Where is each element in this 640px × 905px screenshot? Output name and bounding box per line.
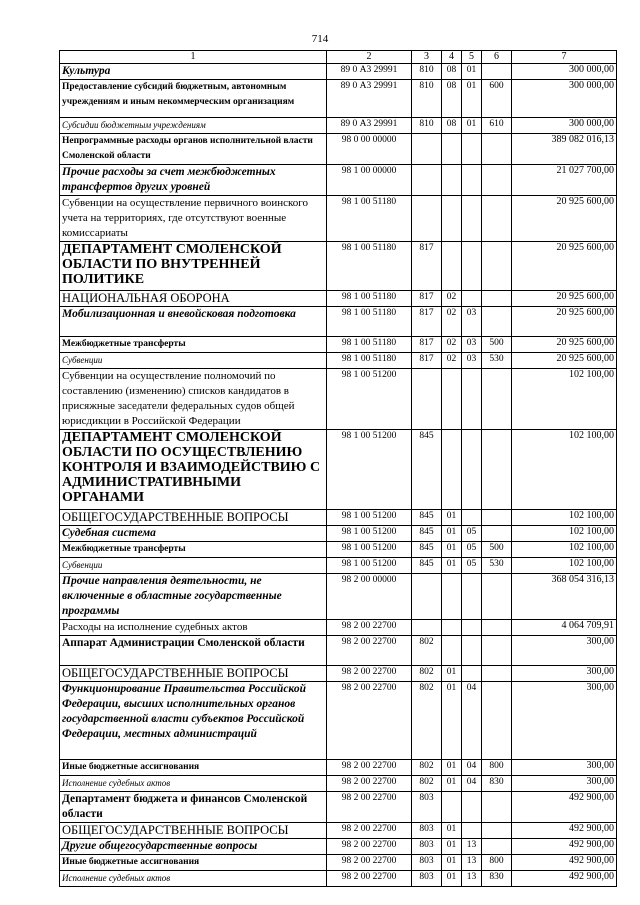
row-subsection: 13 xyxy=(462,871,482,887)
row-amount: 20 925 600,00 xyxy=(512,353,617,369)
row-department-code xyxy=(412,574,442,620)
row-name: Непрограммные расходы органов исполнительной власти Смоленской области xyxy=(60,134,327,165)
row-subsection: 04 xyxy=(462,682,482,760)
row-target-article: 98 1 00 51180 xyxy=(327,353,412,369)
header-col-4: 4 xyxy=(442,51,462,64)
row-name: Прочие направления деятельности, не включенные в областные государственные программы xyxy=(60,574,327,620)
row-department-code: 817 xyxy=(412,353,442,369)
row-amount: 300,00 xyxy=(512,760,617,776)
row-subsection: 03 xyxy=(462,337,482,353)
row-expense-type: 500 xyxy=(482,542,512,558)
row-expense-type: 610 xyxy=(482,118,512,134)
header-col-6: 6 xyxy=(482,51,512,64)
row-department-code: 802 xyxy=(412,776,442,792)
row-subsection: 05 xyxy=(462,558,482,574)
table-row xyxy=(60,242,617,291)
row-section: 01 xyxy=(442,855,462,871)
row-section: 02 xyxy=(442,291,462,307)
row-department-code: 803 xyxy=(412,823,442,839)
row-subsection xyxy=(462,134,482,165)
row-amount: 102 100,00 xyxy=(512,542,617,558)
table-row xyxy=(60,776,617,792)
row-amount: 20 925 600,00 xyxy=(512,307,617,337)
table-row xyxy=(60,839,617,855)
row-department-code: 845 xyxy=(412,526,442,542)
row-subsection xyxy=(462,792,482,823)
row-subsection: 05 xyxy=(462,526,482,542)
row-target-article: 98 1 00 51200 xyxy=(327,510,412,526)
row-subsection: 13 xyxy=(462,855,482,871)
row-subsection xyxy=(462,242,482,291)
row-amount: 492 900,00 xyxy=(512,839,617,855)
row-section: 01 xyxy=(442,558,462,574)
row-name: Судебная система xyxy=(60,526,327,542)
row-expense-type xyxy=(482,839,512,855)
row-department-code: 817 xyxy=(412,307,442,337)
row-expense-type: 600 xyxy=(482,80,512,118)
row-section: 01 xyxy=(442,666,462,682)
row-amount: 20 925 600,00 xyxy=(512,196,617,242)
table-row xyxy=(60,526,617,542)
row-department-code: 817 xyxy=(412,291,442,307)
row-name: Департамент бюджета и финансов Смоленской области xyxy=(60,792,327,823)
row-expense-type xyxy=(482,369,512,430)
row-section: 01 xyxy=(442,871,462,887)
table-row xyxy=(60,307,617,337)
table-row xyxy=(60,823,617,839)
row-name: Иные бюджетные ассигнования xyxy=(60,855,327,871)
row-section xyxy=(442,620,462,636)
row-section: 02 xyxy=(442,307,462,337)
row-section: 01 xyxy=(442,542,462,558)
row-subsection: 01 xyxy=(462,118,482,134)
row-subsection xyxy=(462,823,482,839)
row-department-code: 810 xyxy=(412,118,442,134)
row-subsection: 04 xyxy=(462,776,482,792)
row-amount: 389 082 016,13 xyxy=(512,134,617,165)
row-section xyxy=(442,165,462,196)
row-expense-type xyxy=(482,64,512,80)
row-target-article: 98 1 00 51180 xyxy=(327,196,412,242)
row-expense-type xyxy=(482,682,512,760)
row-subsection: 03 xyxy=(462,307,482,337)
row-target-article: 98 1 00 51180 xyxy=(327,337,412,353)
row-section: 01 xyxy=(442,682,462,760)
table-row xyxy=(60,337,617,353)
row-target-article: 89 0 А3 29991 xyxy=(327,80,412,118)
row-section xyxy=(442,134,462,165)
row-expense-type xyxy=(482,574,512,620)
row-department-code: 817 xyxy=(412,337,442,353)
row-amount: 368 054 316,13 xyxy=(512,574,617,620)
row-department-code: 845 xyxy=(412,558,442,574)
table-row xyxy=(60,760,617,776)
row-amount: 300,00 xyxy=(512,682,617,760)
row-target-article: 98 2 00 00000 xyxy=(327,574,412,620)
row-department-code: 803 xyxy=(412,855,442,871)
row-target-article: 98 2 00 22700 xyxy=(327,871,412,887)
row-subsection xyxy=(462,666,482,682)
row-target-article: 98 0 00 00000 xyxy=(327,134,412,165)
row-subsection xyxy=(462,430,482,510)
row-expense-type xyxy=(482,666,512,682)
row-department-code xyxy=(412,165,442,196)
table-row xyxy=(60,510,617,526)
row-target-article: 98 2 00 22700 xyxy=(327,823,412,839)
row-amount: 300,00 xyxy=(512,666,617,682)
row-subsection: 01 xyxy=(462,80,482,118)
row-target-article: 98 1 00 51180 xyxy=(327,242,412,291)
row-section: 01 xyxy=(442,760,462,776)
row-name: ОБЩЕГОСУДАРСТВЕННЫЕ ВОПРОСЫ xyxy=(60,823,327,839)
table-row xyxy=(60,558,617,574)
row-name: Расходы на исполнение судебных актов xyxy=(60,620,327,636)
row-target-article: 98 2 00 22700 xyxy=(327,839,412,855)
row-amount: 20 925 600,00 xyxy=(512,242,617,291)
row-target-article: 98 1 00 51200 xyxy=(327,369,412,430)
row-expense-type xyxy=(482,134,512,165)
row-target-article: 98 2 00 22700 xyxy=(327,636,412,666)
row-name: Прочие расходы за счет межбюджетных трансфертов других уровней xyxy=(60,165,327,196)
row-expense-type: 830 xyxy=(482,776,512,792)
row-name: Субвенции xyxy=(60,558,327,574)
row-expense-type: 800 xyxy=(482,760,512,776)
row-expense-type xyxy=(482,792,512,823)
header-col-3: 3 xyxy=(412,51,442,64)
row-subsection xyxy=(462,291,482,307)
row-name: Субвенции на осуществление полномочий по составлению (изменению) списков кандидатов в присяжные заседатели федеральных судов общей юрисдикции в Российской Федерации xyxy=(60,369,327,430)
row-expense-type xyxy=(482,307,512,337)
row-subsection xyxy=(462,196,482,242)
row-amount: 20 925 600,00 xyxy=(512,291,617,307)
row-expense-type xyxy=(482,196,512,242)
row-expense-type xyxy=(482,430,512,510)
row-section: 02 xyxy=(442,337,462,353)
row-target-article: 98 2 00 22700 xyxy=(327,682,412,760)
row-name: Исполнение судебных актов xyxy=(60,776,327,792)
row-expense-type: 500 xyxy=(482,337,512,353)
row-subsection xyxy=(462,165,482,196)
row-amount: 300 000,00 xyxy=(512,118,617,134)
row-name: НАЦИОНАЛЬНАЯ ОБОРОНА xyxy=(60,291,327,307)
row-name: Иные бюджетные ассигнования xyxy=(60,760,327,776)
row-amount: 102 100,00 xyxy=(512,430,617,510)
row-section: 01 xyxy=(442,526,462,542)
row-target-article: 98 2 00 22700 xyxy=(327,666,412,682)
row-section: 02 xyxy=(442,353,462,369)
row-expense-type: 530 xyxy=(482,353,512,369)
table-row xyxy=(60,855,617,871)
table-row xyxy=(60,80,617,118)
row-department-code: 802 xyxy=(412,682,442,760)
row-amount: 492 900,00 xyxy=(512,792,617,823)
row-department-code xyxy=(412,134,442,165)
table-row xyxy=(60,196,617,242)
row-expense-type xyxy=(482,242,512,291)
row-subsection xyxy=(462,510,482,526)
row-expense-type xyxy=(482,510,512,526)
table-row xyxy=(60,353,617,369)
header-col-5: 5 xyxy=(462,51,482,64)
row-target-article: 98 2 00 22700 xyxy=(327,776,412,792)
row-target-article: 98 2 00 22700 xyxy=(327,620,412,636)
row-expense-type xyxy=(482,636,512,666)
row-amount: 492 900,00 xyxy=(512,823,617,839)
row-expense-type: 800 xyxy=(482,855,512,871)
row-department-code: 845 xyxy=(412,542,442,558)
row-target-article: 98 1 00 51200 xyxy=(327,558,412,574)
row-subsection xyxy=(462,369,482,430)
row-subsection: 13 xyxy=(462,839,482,855)
row-expense-type xyxy=(482,620,512,636)
row-section: 08 xyxy=(442,118,462,134)
row-expense-type: 830 xyxy=(482,871,512,887)
row-expense-type xyxy=(482,526,512,542)
header-col-2: 2 xyxy=(327,51,412,64)
row-section xyxy=(442,430,462,510)
table-row xyxy=(60,165,617,196)
row-subsection: 03 xyxy=(462,353,482,369)
row-expense-type xyxy=(482,165,512,196)
row-name: Предоставление субсидий бюджетным, автономным учреждениям и иным некоммерческим организациям xyxy=(60,80,327,118)
row-target-article: 98 1 00 51180 xyxy=(327,307,412,337)
row-name: Субвенции на осуществление первичного воинского учета на территориях, где отсутствуют военные комиссариаты xyxy=(60,196,327,242)
row-department-code: 802 xyxy=(412,760,442,776)
table-row xyxy=(60,134,617,165)
table-row xyxy=(60,64,617,80)
row-department-code: 810 xyxy=(412,80,442,118)
table-row xyxy=(60,636,617,666)
row-section xyxy=(442,636,462,666)
row-name: Межбюджетные трансферты xyxy=(60,337,327,353)
row-name: ДЕПАРТАМЕНТ СМОЛЕНСКОЙ ОБЛАСТИ ПО ВНУТРЕННЕЙ ПОЛИТИКЕ xyxy=(60,242,327,291)
row-department-code: 810 xyxy=(412,64,442,80)
table-header-row xyxy=(60,51,617,64)
row-section xyxy=(442,369,462,430)
row-name: Исполнение судебных актов xyxy=(60,871,327,887)
table-row xyxy=(60,682,617,760)
row-amount: 492 900,00 xyxy=(512,855,617,871)
row-section: 01 xyxy=(442,839,462,855)
budget-table-body xyxy=(60,51,617,887)
row-amount: 492 900,00 xyxy=(512,871,617,887)
row-target-article: 98 1 00 51180 xyxy=(327,291,412,307)
row-name: Субвенции xyxy=(60,353,327,369)
row-section: 01 xyxy=(442,510,462,526)
row-amount: 300,00 xyxy=(512,636,617,666)
table-row xyxy=(60,430,617,510)
row-amount: 4 064 709,91 xyxy=(512,620,617,636)
row-expense-type xyxy=(482,823,512,839)
row-target-article: 89 0 А3 29991 xyxy=(327,64,412,80)
row-subsection xyxy=(462,620,482,636)
header-col-7: 7 xyxy=(512,51,617,64)
row-amount: 20 925 600,00 xyxy=(512,337,617,353)
row-name: Субсидии бюджетным учреждениям xyxy=(60,118,327,134)
row-name: Межбюджетные трансферты xyxy=(60,542,327,558)
row-expense-type: 530 xyxy=(482,558,512,574)
row-amount: 21 027 700,00 xyxy=(512,165,617,196)
table-row xyxy=(60,118,617,134)
row-amount: 102 100,00 xyxy=(512,369,617,430)
table-row xyxy=(60,666,617,682)
row-department-code: 803 xyxy=(412,871,442,887)
row-name: Культура xyxy=(60,64,327,80)
table-row xyxy=(60,574,617,620)
row-name: ДЕПАРТАМЕНТ СМОЛЕНСКОЙ ОБЛАСТИ ПО ОСУЩЕСТВЛЕНИЮ КОНТРОЛЯ И ВЗАИМОДЕЙСТВИЮ С АДМИНИСТРАТИВНЫМИ ОРГАНАМИ xyxy=(60,430,327,510)
row-name: Другие общегосударственные вопросы xyxy=(60,839,327,855)
row-target-article: 98 2 00 22700 xyxy=(327,760,412,776)
row-target-article: 98 1 00 00000 xyxy=(327,165,412,196)
row-subsection xyxy=(462,636,482,666)
row-name: Функционирование Правительства Российской Федерации, высших исполнительных органов государственной власти субъектов Российской Федерации, местных администраций xyxy=(60,682,327,760)
row-amount: 300 000,00 xyxy=(512,64,617,80)
row-name: ОБЩЕГОСУДАРСТВЕННЫЕ ВОПРОСЫ xyxy=(60,510,327,526)
page-number: 714 xyxy=(311,33,329,45)
budget-table xyxy=(59,50,617,887)
row-section xyxy=(442,792,462,823)
table-row xyxy=(60,620,617,636)
row-target-article: 89 0 А3 29991 xyxy=(327,118,412,134)
row-subsection: 04 xyxy=(462,760,482,776)
row-department-code: 803 xyxy=(412,792,442,823)
row-name: Мобилизационная и вневойсковая подготовка xyxy=(60,307,327,337)
table-row xyxy=(60,291,617,307)
row-section: 01 xyxy=(442,823,462,839)
row-department-code xyxy=(412,369,442,430)
table-row xyxy=(60,369,617,430)
row-target-article: 98 1 00 51200 xyxy=(327,526,412,542)
row-department-code xyxy=(412,196,442,242)
row-amount: 102 100,00 xyxy=(512,558,617,574)
table-row xyxy=(60,792,617,823)
row-name: ОБЩЕГОСУДАРСТВЕННЫЕ ВОПРОСЫ xyxy=(60,666,327,682)
row-department-code: 845 xyxy=(412,430,442,510)
row-amount: 300,00 xyxy=(512,776,617,792)
row-subsection xyxy=(462,574,482,620)
row-amount: 102 100,00 xyxy=(512,526,617,542)
row-department-code xyxy=(412,620,442,636)
row-department-code: 802 xyxy=(412,666,442,682)
row-department-code: 803 xyxy=(412,839,442,855)
header-col-1: 1 xyxy=(60,51,327,64)
row-department-code: 817 xyxy=(412,242,442,291)
row-target-article: 98 1 00 51200 xyxy=(327,430,412,510)
row-target-article: 98 2 00 22700 xyxy=(327,792,412,823)
table-row xyxy=(60,871,617,887)
row-section: 08 xyxy=(442,80,462,118)
row-section xyxy=(442,574,462,620)
table-row xyxy=(60,542,617,558)
row-amount: 300 000,00 xyxy=(512,80,617,118)
row-subsection: 05 xyxy=(462,542,482,558)
row-subsection: 01 xyxy=(462,64,482,80)
row-expense-type xyxy=(482,291,512,307)
row-section xyxy=(442,196,462,242)
row-amount: 102 100,00 xyxy=(512,510,617,526)
row-target-article: 98 2 00 22700 xyxy=(327,855,412,871)
row-name: Аппарат Администрации Смоленской области xyxy=(60,636,327,666)
row-section: 08 xyxy=(442,64,462,80)
row-section xyxy=(442,242,462,291)
row-department-code: 802 xyxy=(412,636,442,666)
row-target-article: 98 1 00 51200 xyxy=(327,542,412,558)
row-section: 01 xyxy=(442,776,462,792)
row-department-code: 845 xyxy=(412,510,442,526)
